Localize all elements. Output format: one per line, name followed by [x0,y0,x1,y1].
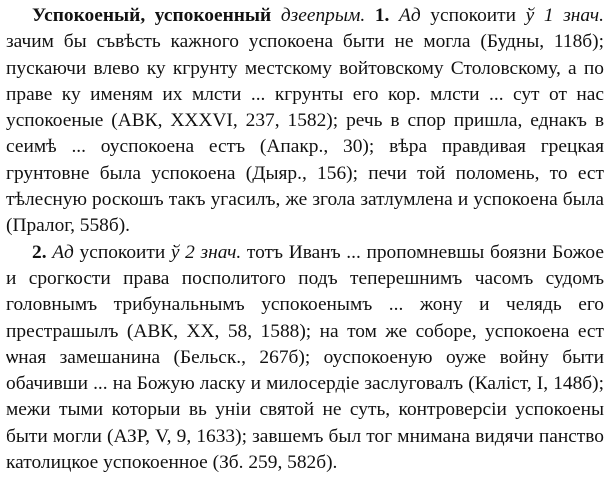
sense-1-text: зачим бы съвѣсть кажного успокоена быти не могла (Будны, 118б); пускаючи влево ку кгрунту местскому войтовскому Столовскому, а по праве ку именям их млсти ... кгрунты его кор. млсти ... сут от нас успокоеные (АВК, XXXVI, 237, 1582); речь в спор пришла, еднакъ в сеимѣ ... оуспокоена естъ (Апакр., 30); вѣра правдивая грецкая грунтовне была успокоена (Дыяр., 156); печи той поломень, то ест тѣлесную роскошъ такъ угасилъ, же згола затлумлена и успокоена была (Пралог, 558б). [6,31,604,237]
sense-2-paragraph [6,240,604,477]
cross-reference-word-1: успокоити [430,5,517,26]
cross-reference-1: Ад [399,5,421,26]
cross-reference-word-2: успокоити [79,241,166,263]
dictionary-entry [6,3,604,476]
cross-reference-2: Ад [52,241,74,263]
sense-number-1: 1. [374,5,390,26]
sense-1-paragraph [6,3,604,240]
cross-reference-sense-1: ў 1 знач. [525,5,604,26]
part-of-speech: дзеепрым. [280,5,366,26]
headword: Успокоеный, успокоенный [32,5,272,26]
sense-number-2: 2. [32,241,47,263]
cross-reference-sense-2: ў 2 знач. [170,241,242,263]
sense-2-text: тотъ Иванъ ... пропомневшы боязни Божое и срогкости права посполитого подъ теперешнимъ часомъ судомъ головнымъ трибунальнымъ успокоенымъ ... жону и челядь его престрашылъ (АВК, XX, 58, 1588); на том же соборе, успокоена ест ѡная замешанина (Бельск., 267б); оуспокоеную оуже войну быти обачивши ... на Божую ласку и милосердіе заслуговалъ (Калiст, I, 148б); межи тыми которыи вь унiи святой не суть, контроверсiи успокоены быти могли (АЗР, V, 9, 1633); завшемъ был тог мнимана видячи панство католицкое успокоенное (Зб. 259, 582б). [6,241,604,474]
